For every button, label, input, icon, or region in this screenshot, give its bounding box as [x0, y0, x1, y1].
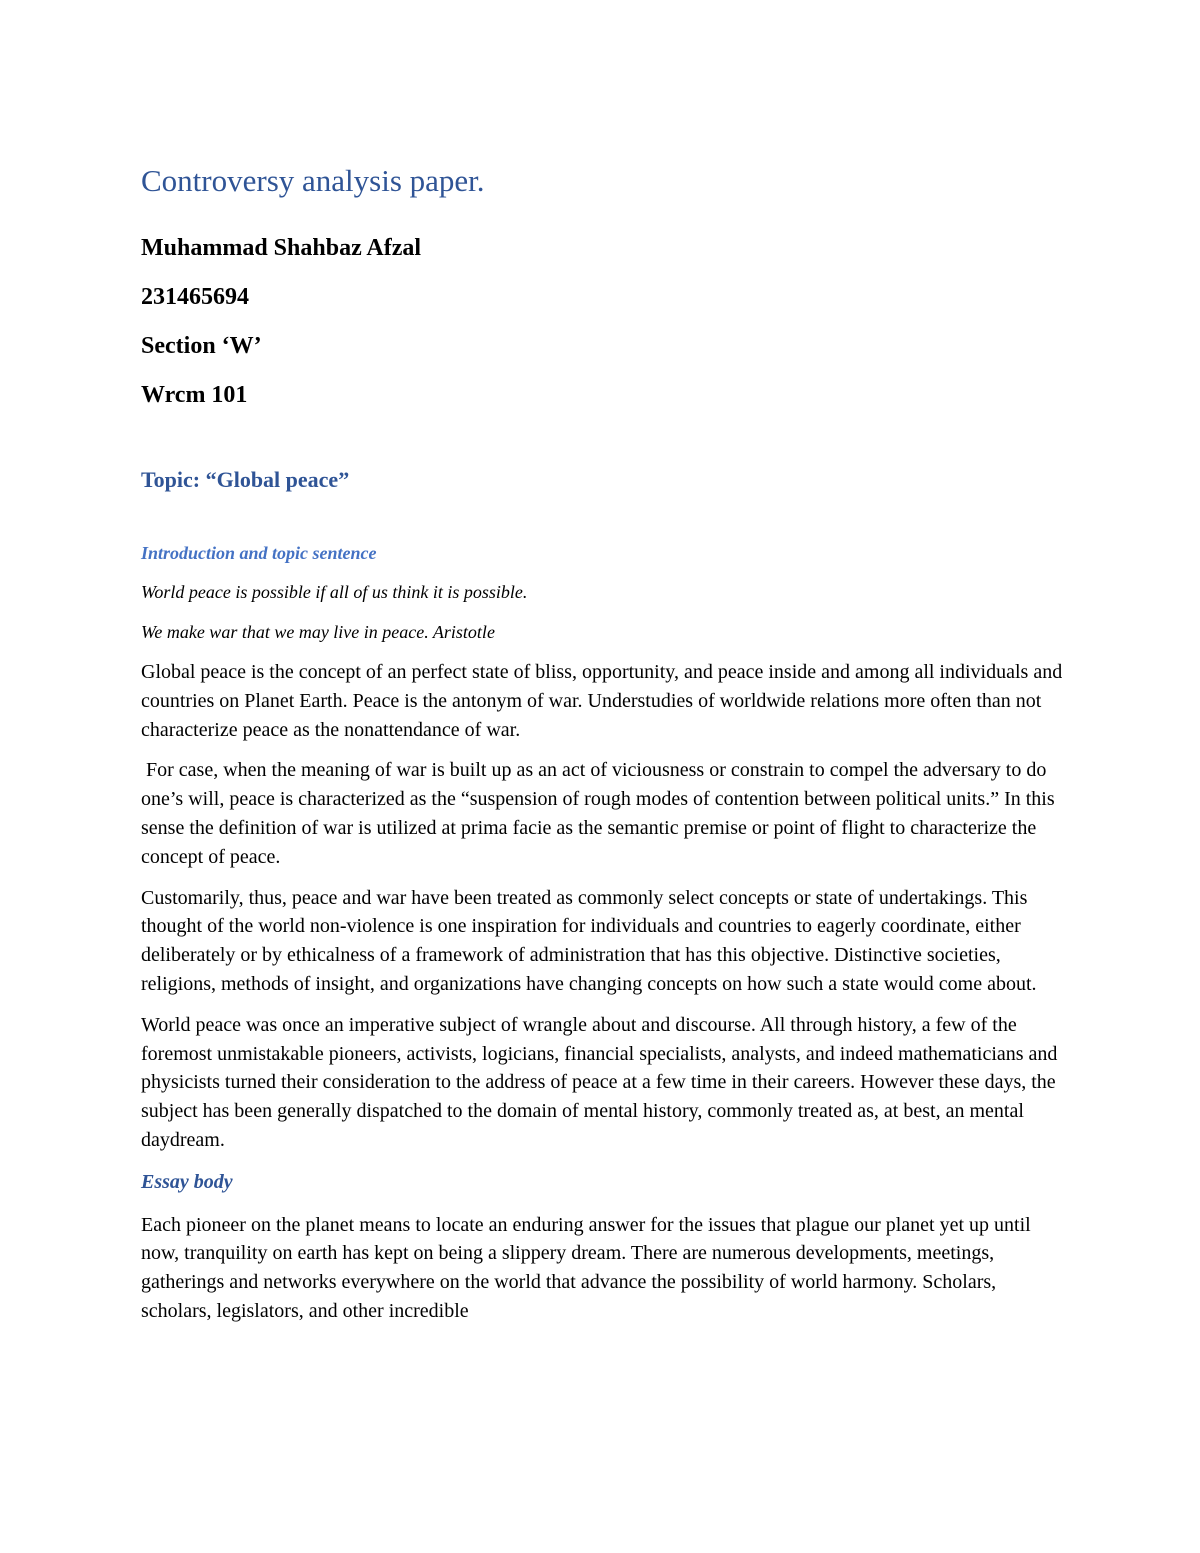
- section-label: Section ‘W’: [141, 332, 262, 359]
- intro-heading: Introduction and topic sentence: [141, 542, 377, 563]
- document-content: [141, 162, 1066, 1326]
- quote-2: We make war that we may live in peace. Aristotle: [141, 621, 495, 642]
- paragraph-2: For case, when the meaning of war is built up as an act of viciousness or constrain to compel the adversary to do one’s will, peace is characterized as the “suspension of rough modes of contention between political units.” In this sense the definition of war is utilized at prima facie as the semantic premise or point of flight to characterize the concept of peace.: [141, 759, 1060, 868]
- paragraph-4: World peace was once an imperative subject of wrangle about and discourse. All through history, a few of the foremost unmistakable pioneers, activists, logicians, financial specialists, analysts, and indeed mathematicians and physicists turned their consideration to the address of peace at a few time in their careers. However these days, the subject has been generally dispatched to the domain of mental history, commonly treated as, at best, an mental daydream.: [141, 1013, 1058, 1151]
- quote-1: World peace is possible if all of us think it is possible.: [141, 582, 528, 603]
- body-paragraph-1: Each pioneer on the planet means to locate an enduring answer for the issues that plague our planet yet up until now, tranquility on earth has kept on being a slippery dream. There are numerous developments, meetings, gatherings and networks everywhere on the world that advance the possibility of world harmony. Scholars, scholars, legislators, and other incredible: [141, 1213, 1031, 1323]
- document-title: Controversy analysis paper.: [141, 163, 485, 198]
- paragraph-1: Global peace is the concept of an perfect state of bliss, opportunity, and peace inside and among all individuals and countries on Planet Earth. Peace is the antonym of war. Understudies of worldwide relations more often than not characterize peace as the nonattendance of war.: [141, 660, 1063, 741]
- topic-heading: Topic: “Global peace”: [141, 467, 350, 493]
- course-code: Wrcm 101: [141, 381, 248, 408]
- paragraph-3: Customarily, thus, peace and war have been treated as commonly select concepts or state of undertakings. This thought of the world non-violence is one inspiration for individuals and countries to eagerly coordinate, either deliberately or by ethicalness of a framework of administration that has this objective. Distinctive societies, religions, methods of insight, and organizations have changing concepts on how such a state would come about.: [141, 886, 1037, 995]
- author-name: Muhammad Shahbaz Afzal: [141, 235, 422, 262]
- essay-body-heading: Essay body: [141, 1170, 233, 1193]
- student-id: 231465694: [141, 283, 249, 310]
